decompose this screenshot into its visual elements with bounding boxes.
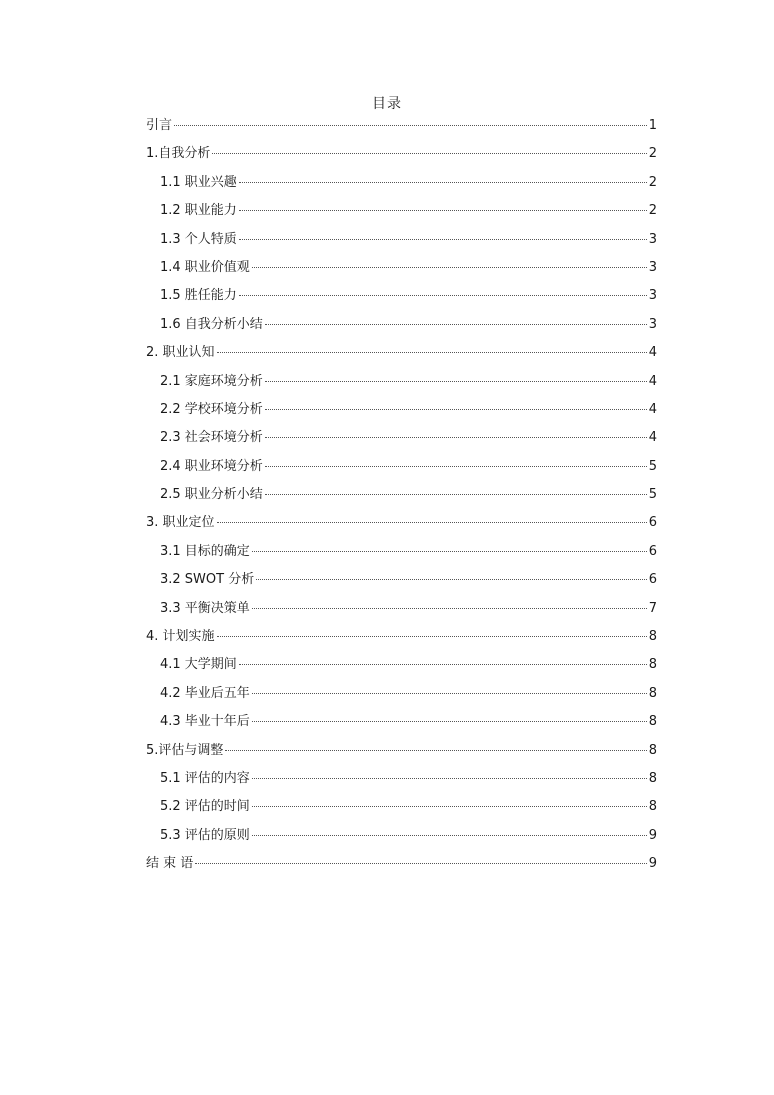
dot-leader <box>217 521 647 523</box>
toc-entry-label: 1.4 职业价值观 <box>160 259 250 275</box>
toc-entry[interactable] <box>146 484 657 512</box>
toc-entry[interactable] <box>146 257 657 285</box>
toc-entry-page-number: 6 <box>648 515 657 531</box>
toc-entry-label: 4.2 毕业后五年 <box>160 685 250 701</box>
toc-entry-page-number: 8 <box>648 657 657 673</box>
toc-entry-page-number: 2 <box>648 146 657 162</box>
toc-entry[interactable] <box>146 399 657 427</box>
toc-entry-label: 2.3 社会环境分析 <box>160 430 263 446</box>
toc-entry-page-number: 2 <box>648 174 657 190</box>
dot-leader <box>252 805 647 807</box>
dot-leader <box>217 635 647 637</box>
toc-entry[interactable] <box>146 825 657 853</box>
toc-entry-page-number: 4 <box>648 345 657 361</box>
toc-entry[interactable] <box>146 143 657 171</box>
dot-leader <box>195 862 646 864</box>
dot-leader <box>217 351 647 353</box>
toc-entry-label: 4.3 毕业十年后 <box>160 714 250 730</box>
toc-entry-page-number: 3 <box>648 316 657 332</box>
toc-entry[interactable] <box>146 569 657 597</box>
toc-entry-page-number: 8 <box>648 629 657 645</box>
dot-leader <box>239 238 647 240</box>
toc-entry[interactable] <box>146 711 657 739</box>
toc-entry-label: 3. 职业定位 <box>146 515 215 531</box>
toc-entry[interactable] <box>146 115 657 143</box>
dot-leader <box>265 465 647 467</box>
toc-entry[interactable] <box>146 200 657 228</box>
dot-leader <box>252 550 647 552</box>
toc-entry-page-number: 4 <box>648 401 657 417</box>
toc-entry-label: 3.1 目标的确定 <box>160 543 250 559</box>
toc-entry-page-number: 5 <box>648 458 657 474</box>
dot-leader <box>252 834 647 836</box>
toc-entry-label: 2.4 职业环境分析 <box>160 458 263 474</box>
toc-entry[interactable] <box>146 654 657 682</box>
toc-entry-label: 1.自我分析 <box>146 146 211 162</box>
dot-leader <box>265 380 647 382</box>
toc-entry-label: 2.2 学校环境分析 <box>160 401 263 417</box>
toc-entry-page-number: 2 <box>648 203 657 219</box>
toc-entry[interactable] <box>146 626 657 654</box>
toc-entry[interactable] <box>146 456 657 484</box>
toc-entry-label: 1.1 职业兴趣 <box>160 174 237 190</box>
toc-entry[interactable] <box>146 768 657 796</box>
dot-leader <box>265 493 647 495</box>
toc-entry[interactable] <box>146 512 657 540</box>
toc-entry[interactable] <box>146 342 657 370</box>
toc-entry-label: 2.1 家庭环境分析 <box>160 373 263 389</box>
toc-entry-label: 5.评估与调整 <box>146 742 224 758</box>
toc-entry[interactable] <box>146 427 657 455</box>
toc-entry-page-number: 3 <box>648 259 657 275</box>
toc-entry[interactable] <box>146 314 657 342</box>
toc-entry[interactable] <box>146 541 657 569</box>
dot-leader <box>239 294 647 296</box>
dot-leader <box>174 124 647 126</box>
toc-entry-page-number: 8 <box>648 799 657 815</box>
toc-entry-page-number: 6 <box>648 543 657 559</box>
toc-entry-label: 1.6 自我分析小结 <box>160 316 263 332</box>
toc-entry-label: 2.5 职业分析小结 <box>160 487 263 503</box>
toc-entry[interactable] <box>146 598 657 626</box>
dot-leader <box>212 152 646 154</box>
toc-entry-page-number: 4 <box>648 430 657 446</box>
toc-entry-page-number: 3 <box>648 231 657 247</box>
dot-leader <box>239 663 647 665</box>
toc-entry-label: 结 束 语 <box>146 856 194 872</box>
toc-entry-label: 3.3 平衡决策单 <box>160 600 250 616</box>
toc-entry-label: 引言 <box>146 118 173 133</box>
toc-entry-page-number: 4 <box>648 373 657 389</box>
toc-entry-page-number: 7 <box>648 600 657 616</box>
dot-leader <box>239 209 647 211</box>
toc-entry-page-number: 5 <box>648 487 657 503</box>
dot-leader <box>252 720 647 722</box>
toc-entry-page-number: 9 <box>648 827 657 843</box>
dot-leader <box>252 266 647 268</box>
toc-entry-page-number: 3 <box>648 288 657 304</box>
toc-entry-page-number: 9 <box>648 856 657 872</box>
dot-leader <box>265 323 647 325</box>
toc-entry-label: 3.2 SWOT 分析 <box>160 572 255 588</box>
toc-entry-label: 4.1 大学期间 <box>160 657 237 673</box>
toc-entry[interactable] <box>146 740 657 768</box>
dot-leader <box>239 181 647 183</box>
toc-entry-page-number: 8 <box>648 742 657 758</box>
toc-entry-label: 1.3 个人特质 <box>160 231 237 247</box>
toc-entry-label: 5.2 评估的时间 <box>160 799 250 815</box>
dot-leader <box>225 749 646 751</box>
toc-entry-page-number: 6 <box>648 572 657 588</box>
toc-entry-label: 1.5 胜任能力 <box>160 288 237 304</box>
toc-entry-page-number: 1 <box>648 118 657 133</box>
table-of-contents <box>146 115 657 882</box>
toc-entry-label: 5.3 评估的原则 <box>160 827 250 843</box>
toc-entry[interactable] <box>146 285 657 313</box>
toc-entry-label: 5.1 评估的内容 <box>160 770 250 786</box>
dot-leader <box>252 692 647 694</box>
toc-entry-page-number: 8 <box>648 685 657 701</box>
toc-entry-label: 1.2 职业能力 <box>160 203 237 219</box>
dot-leader <box>265 436 647 438</box>
dot-leader <box>256 578 647 580</box>
toc-entry-label: 4. 计划实施 <box>146 629 215 645</box>
dot-leader <box>265 408 647 410</box>
toc-entry-page-number: 8 <box>648 714 657 730</box>
toc-entry-label: 2. 职业认知 <box>146 345 215 361</box>
dot-leader <box>252 607 647 609</box>
toc-entry[interactable] <box>146 229 657 257</box>
toc-entry[interactable] <box>146 172 657 200</box>
toc-title: 目录 <box>372 96 402 112</box>
toc-entry[interactable] <box>146 371 657 399</box>
toc-entry-page-number: 8 <box>648 770 657 786</box>
toc-entry[interactable] <box>146 683 657 711</box>
dot-leader <box>252 777 647 779</box>
toc-entry[interactable] <box>146 853 657 881</box>
toc-entry[interactable] <box>146 796 657 824</box>
